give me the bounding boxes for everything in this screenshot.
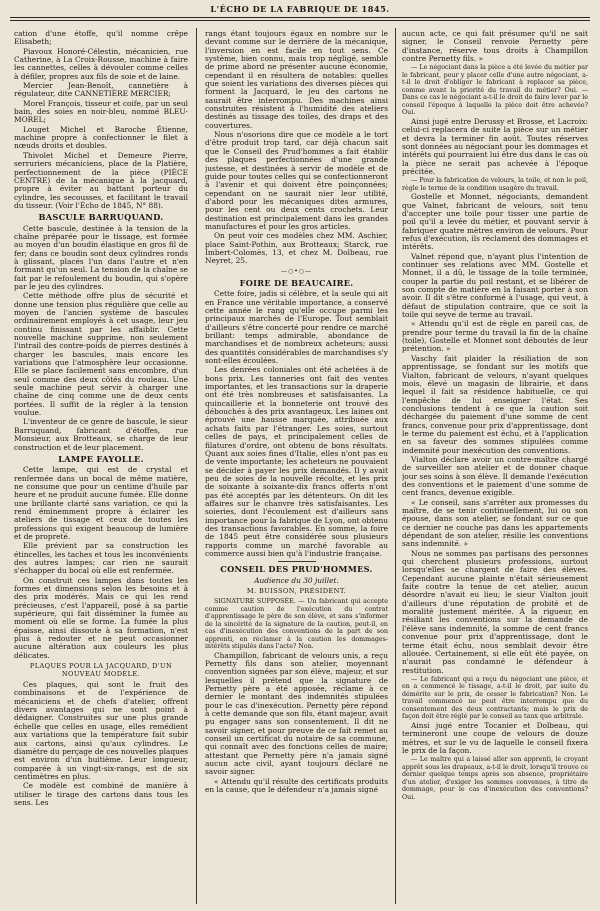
paragraph: Piavoux Honoré-Célestin, mécanicien, rue Catherine, à La Croix-Rousse, machine à faire les cannettes, celles à dévouler comme celles à défiler, propres aux fils de soie et de laine. (14, 46, 188, 81)
paragraph: Louget Michel et Baroche Étienne, machine propre à confectionner le filet à nœuds droits et doubles. (14, 124, 188, 151)
paragraph: Cette bascule, destinée à la tension de la chaîne préparée pour le tissage, est formée au moyen d'un boudin élastique en gros fil de fer; dans ce boudin sont deux cylindres ronds à glissant, placés l'un dans l'autre et n'en formant qu'un seul. La tension de la chaîne se fait par le refoulement du boudin, qui s'opère par le jeu des cylindres. (14, 223, 188, 291)
paragraph: On construit ces lampes dans toutes les formes et dimensions selon les besoins et à des prix modérés. Mais ce qui les rend précieuses, c'est l'appareil, posé à sa partie supérieure, qui fait disséminer la fumée au moment où elle se forme. La fumée la plus épaisse, ainsi dissoute à sa formation, n'est plus à redouter et ne peut occasionner aucune altération aux couleurs les plus délicates. (14, 575, 188, 660)
paragraph: Ainsi jugé entre Derussy et Brosse, et Lacroix: celui-ci replacera de suite la pièce sur un métier et devra la terminer fin août. Toutes réserves sont données au négociant pour les dommages et intérêts qui pourraient lui être dus dans le cas où la pièce ne serait pas achevée à l'époque précitée. (402, 116, 588, 176)
header-rule-thin (10, 20, 590, 21)
legal-question: — Le négociant dans la pièce a été levée du métier par le fabricant, pour y placer celle d'une autre négociant, a-t-il le droit d'obliger le fabricant à replacer sa pièce, comme avant la priorité du travail du métier? Oui. — Dans ce cas le négociant a-t-il le droit de faire lever par le conseil l'époque à laquelle la pièce doit être achevée? Oui. (402, 64, 588, 117)
paragraph: On peut voir ces modèles chez MM. Aschier, place Saint-Pothin, aux Brotteaux; Starck, rue Imbert-Colomès, 13, et chez M. Dolbeau, rue Neyret, 25. (205, 231, 388, 266)
column-divider (196, 28, 197, 904)
paragraph: Elle prévient par sa construction les étincelles, les taches et tous les inconvénients des autres lampes; car rien ne saurait s'échapper du bocal où elle est renfermée. (14, 541, 188, 576)
paragraph: Ce modèle est combiné de manière à utiliser le tirage des cartons dans tous les sens. Les (14, 781, 188, 807)
paragraph: Ces plaques, qui sont le fruit des combinaisons et de l'expérience de mécaniciens et de chefs d'atelier, offrent divers avantages qui ne sont point à dédaigner. Construites sur une plus grande échelle que celles en usage, elles remédient aux variations que la température fait subir aux cartons, ainsi qu'aux cylindres. Le diamètre du perçage de ces nouvelles plaques est environ d'un huitième. Leur longueur, comparée à un vingt-six-rangs, est de six centimètres en plus. (14, 680, 188, 781)
column-divider (395, 28, 396, 904)
paragraph: L'inventeur de ce genre de bascule, le sieur Barruquand, fabricant d'étoffes, rue Monsieur, aux Brotteaux, se charge de leur construction et de leur placement. (14, 417, 188, 452)
section-heading: BASCULE BARRUQUAND. (38, 212, 164, 223)
paragraph: rangs étant toujours égaux en nombre sur le devant comme sur le derrière de la mécanique, l'inversion en est facile en tout sens. Ce système, bien connu, mais trop négligé, semble de prime abord ne présenter aucune économie, cependant il en résultera de notables: quelles que soient les variations des diverses pièces qui forment la Jacquard, le jeu des cartons ne saurait être interrompu. Des machines ainsi construites résistent à l'humidité des ateliers destinés au tissage des toiles, des draps et des couvertures. (205, 30, 388, 130)
paragraph: Cette méthode offre plus de sécurité et donne une tension plus régulière que celle au moyen de l'ancien système de bascules ordinairement employés à cet usage, leur jeu continu finissant par les affaiblir. Cette nouvelle machine supprime, non seulement l'intrail des contre-poids de pierres destinés à charger les bascules, mais encore les variations que l'atmosphère leur occasionne. Elle se place facilement sans encombre, d'un seul comme des deux côtés du rouleau. Une seule machine peut servir à charger une chaîne de cinq comme une de deux cents portées. Il suffit de la régler à la tension voulue. (14, 291, 188, 418)
paragraph: Champillon, fabricant de velours unis, a reçu Pernetty fils dans son atelier, moyennant convention signées par son élève, majeur, et sur lesquelles il prétend que la signature de Pernetty père a été apposée, réclame à ce dernier le montant des indemnités stipulées pour le cas d'inexécution. Pernetty père répond à cette demande que son fils, étant majeur, avait pu engager sans son consentement. Il dit ne savoir signer, et pour preuve de ce fait remet au conseil un certificat du notaire de sa commune, qui connaît avec des fonctions celles de maire; attestant que Pernetty père n'a jamais signé aucun acte civil, ayant toujours déclaré ne savoir signer. (205, 650, 388, 777)
divider (278, 561, 316, 562)
column-3 (402, 30, 588, 902)
paragraph: Nous ne sommes pas partisans des personnes qui cherchent plusieurs professions, surtout lorsqu'elles se chargent de faire des élèves. Cependant aucune plainte n'était sérieusement faite contre la tenue de cet atelier, aucun désordre n'avait eu lieu; le sieur Vialton jouit d'ailleurs d'une réputation de probité et de moralité justement méritée. À la rigueur, en résiliant les conventions sur la demande de l'élève sans indemnité, la somme de cent francs convenue pour prix d'apprentissage, dont le terme était échu, nous semblait devoir être allouée. Certainement, si elle eût été payée, on n'aurait pas condamné le défendeur à restitution. (402, 548, 588, 675)
paragraph: « Attendu qu'il résulte des certificats produits en la cause, que le défendeur n'a jamais signé (205, 776, 388, 794)
paragraph: cation d'une étoffe, qu'il nomme crêpe Elisabeth; (14, 30, 188, 47)
paragraph: Ainsi jugé entre Tocanier et Dolbeau, qui termineront une coupe de velours de douze mètres, et sur le vu de laquelle le conseil fixera le prix de la façon. (402, 720, 588, 755)
paragraph: Gostelle et Monnet, négociants, demandent que Valnet, fabricant de velours, soit tenu d'accepter une toile pour tisser une partie de poil qu'il a levée du métier, et pouvant servir à fabriquer quatre mètres environ de velours. Pour refus d'exécution, ils réclament des dommages et intérêts. (402, 192, 588, 252)
paragraph: Nous n'osorions dire que ce modèle a le tort d'être produit trop tard, car déjà chacun sait que le Conseil des Prud'hommes a fait établir des plaques perfectionnées d'une grande justesse, et destinées à servir de modèle et de guide pour toutes celles qui se confectionneront à l'avenir et qui doivent être poinçonnées; cependant on ne saurait nier leur utilité, d'abord pour les mécaniques dites armures, pour les cent ou deux cents crochets. Leur destination est principalement dans les grandes manufactures et pour les gros articles. (205, 130, 388, 231)
legal-question: SIGNATURE SUPPOSÉE. — Un fabricant qui accepte comme caution de l'exécution du contrat d'apprentissage le père de son élève, et sans s'informer de la sincérité de la signature de la caution, peut-il, en cas d'inexécution des conventions de la part de son apprenti, en réclamer à la caution les dommages-intérêts stipulés dans l'acte? Non. (205, 598, 388, 650)
column-2 (205, 30, 388, 902)
paragraph: Morel François, tisseur et coife, par un seul bain, des soies en noir-bleu, nommé BLEU-MOREL; (14, 98, 188, 125)
paragraph: Thivolet Michel et Demeure Pierre, serruriers mécaniciens, place de la Platière, perfectionnement de la pièce (PIÈCE CENTRE) de la mécanique à la jacquard, propre à éviter au battant porteur du cylindre, les secousses, et facilitant le travail du tisseur. (Voir l'Écho de 1845, N° 88). (14, 150, 188, 210)
paragraph: « Attendu qu'il est de règle en pareil cas, de prendre pour terme du travail la fin de la chaîne (toile), Gostelle et Monnet sont déboutés de leur prétention. » (402, 319, 588, 354)
paragraph: Les denrées coloniales ont été achetées à de bons prix. Les tanneries ont fait des ventes importantes, et les transactions sur la draperie ont été très nombreuses et satisfaisantes. La quincaillerie et la bonneterie ont trouvé des débouchés à des prix avantageux. Les laines ont éprouvé une hausse marquée, attribuée aux achats faits par l'étranger. Les soies, surtout celles de pays, et principalement celles de filatures d'ordre, ont obtenu de bons résultats. Quant aux soies fines d'Italie, elles n'ont pas eu de vente importante; les acheteurs ne pouvaient se décider à payer les prix demandés. Il y avait peu de soies de la nouvelle récolte, et les prix de soixante à soixante-dix francs offerts n'ont pas été acceptés par les détenteurs. On dit les affaires sur le chanvre très satisfaisantes. Les soieries, dont l'écoulement est d'ailleurs sans importance pour la fabrique de Lyon, ont obtenu des transactions favorables. En somme, la foire de 1845 peut être considérée sous plusieurs rapports comme un marché favorable au commerce aussi bien qu'à l'industrie française. (205, 365, 388, 558)
paragraph: aucun acte, ce qui fait présumer qu'il ne sait signer, le Conseil renvoie Pernetty père d'instance, réserve tous droits à Champillon contre Pernetty fils. » (402, 30, 588, 64)
header-rule (10, 17, 590, 18)
section-ornament: —○•○— (280, 267, 312, 275)
paragraph: Vaschy fait plaider la résiliation de son apprentissage, se fondant sur les motifs que Vialton, fabricant de velours, n'ayant quelques mois, élevé un magasin de librairie, et dans lequel il fait sa résidence habituelle, ce qui l'empêche de lui enseigner l'état. Ses conclusions tendent à ce que la caution soit déchargée du paiement d'une somme de cent francs, convenue pour prix d'apprentissage, dont le terme du paiement est échu, et à l'application en sa faveur des sommes stipulées comme indemnité pour inexécution des conventions. (402, 353, 588, 455)
page-header-title: L'ÉCHO DE LA FABRIQUE DE 1845. (210, 4, 390, 14)
section-heading: LAMPE FAYOLLE. (58, 453, 144, 464)
paragraph: Cette foire, jadis si célèbre, et la seule qui ait en France une véritable importance, a conservé cette année le rang qu'elle occupe parmi les principaux marchés de l'Europe. Tout semblait d'ailleurs s'être concerté pour rendre ce marché brillant: temps admirable, abondance de marchandises et de nombreux acheteurs; aussi des quantités considérables de marchandises s'y sont-elles écoulées. (205, 289, 388, 366)
session-date: Audience du 30 juillet. (254, 575, 339, 585)
paragraph: Cette lampe, qui est de crystal et renfermée dans un bocal de même matière, ne consume que pour un centime d'huile par heure et ne produit aucune fumée. Elle donne une brillante clarté sans variation, ce qui la rend éminemment propre à éclairer les ateliers de tissage et ceux de toutes les professions qui exigent beaucoup de lumière et de propreté. (14, 465, 188, 541)
column-1 (14, 30, 188, 902)
paragraph: Mercier Jean-Benoît, cannetière à régulateur, dite CANNETIÈRE MERCIER; (14, 81, 188, 99)
subsection-heading: PLAQUES POUR LA JACQUARD, D'UN NOUVEAU MODÈLE. (29, 662, 173, 679)
section-heading: CONSEIL DES PRUD'HOMMES. (220, 564, 373, 575)
legal-question: — Le maître qui a laissé aller son apprenti, le croyant apprêt sous les drapeaux, a-t-il le droit, lorsqu'il trouve ce dernier quelque temps après son absence, propriétaire d'un atelier, d'exiger les sommes convenues, à titre de dommage, pour le cas d'inexécution des conventions? Oui. (402, 756, 588, 801)
presiding-officer: M. BUISSON, PRÉSIDENT. (246, 587, 347, 595)
paragraph: Vialton déclare avoir un contre-maître chargé de surveiller son atelier et de donner chaque jour ses soins à son élève. Il demande l'exécution des conventions et le paiement d'une somme de cent francs, devenue exigible. (402, 454, 588, 498)
legal-question: — Pour la fabrication de velours, la toile, et non le poil, règle le terme de la condition usagère du travail. (402, 177, 588, 192)
section-heading: FOIRE DE BEAUCAIRE. (239, 277, 354, 288)
paragraph: Valnet répond que, n'ayant plus l'intention de continuer ses relations avec MM. Gostelle et Monnet, il a dû, le tissage de la toile terminée, couper la partie du poil restant, et se libérer de son compte de matière en la faisant porter à son avoir. Il dit s'être conformé à l'usage, qui veut, à défaut de stipulation contraire, que ce soit la toile qui seyve de terme au travail. (402, 251, 588, 320)
paragraph: « Le conseil, sans s'arrêter aux promesses du maître, de se tenir continuellement, lui ou son épouse, dans son atelier, se fondant sur ce que ce dernier ne couche pas dans les appartements dépendant de son atelier, résilie les conventions sans indemnité. » (402, 497, 588, 549)
legal-question: — Le fabricant qui a reçu du négociant une pièce, et en a commencé le tissage, a-t-il le droit, par suite du démérite sur le prix, de cesser le fabrication? Non. Le travail commencé ne peut être interrompu que du consentement des deux contractants; mais le prix de façon doit être réglé par le conseil au taux que arbitrale. (402, 675, 588, 721)
